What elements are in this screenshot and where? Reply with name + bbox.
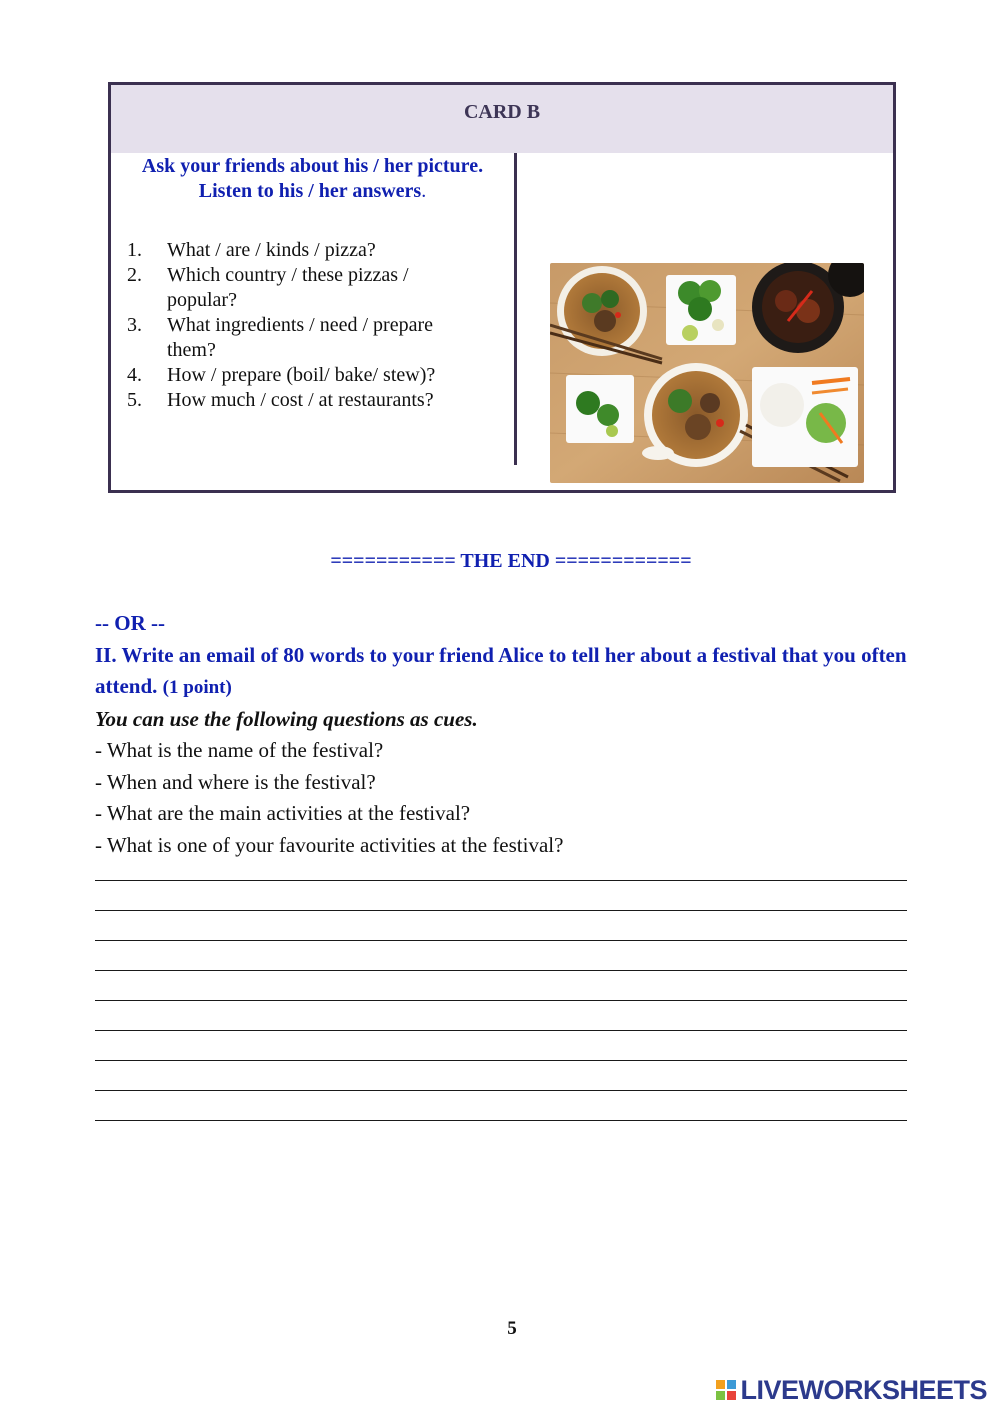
card-instructions (111, 154, 514, 204)
question-text: Which country / these pizzas / popular? (167, 264, 409, 311)
answer-line[interactable] (95, 1090, 907, 1120)
liveworksheets-logo (715, 1374, 987, 1406)
page-number: 5 (507, 1318, 517, 1339)
answer-line[interactable] (95, 970, 907, 1000)
list-item (127, 363, 514, 388)
food-photo-illustration (550, 263, 864, 483)
task-text: II. Write an email of 80 words to your friend Alice to tell her about a festival that you often attend. (95, 642, 907, 698)
cue-item: - What are the main activities at the festival? (95, 801, 471, 825)
card-title: CARD B (111, 85, 893, 153)
the-end-divider: =========== THE END ============ (330, 550, 692, 572)
card-instruction-line-1: Ask your friends about his / her picture. (141, 155, 484, 177)
cue-item: - What is one of your favourite activities at the festival? (95, 832, 564, 857)
writing-task-prompt (95, 640, 915, 704)
list-item (127, 313, 514, 363)
answer-line[interactable] (95, 940, 907, 970)
answer-line[interactable] (95, 880, 907, 910)
brand-name: LIVEWORKSHEETS (740, 1374, 987, 1405)
writing-task-section (95, 608, 915, 861)
question-text: What / are / kinds / pizza? (167, 239, 376, 261)
answer-writing-lines[interactable] (95, 880, 907, 1150)
or-separator: -- OR -- (95, 611, 165, 635)
question-text: How much / cost / at restaurants? (167, 389, 434, 411)
question-number: 5. (127, 389, 142, 411)
task-points: (1 point) (162, 677, 232, 698)
answer-line[interactable] (95, 1030, 907, 1060)
list-item (127, 388, 514, 413)
answer-line[interactable] (95, 1000, 907, 1030)
answer-line[interactable] (95, 1120, 907, 1150)
question-number: 4. (127, 364, 142, 386)
question-text: How / prepare (boil/ bake/ stew)? (167, 364, 436, 386)
cue-heading: You can use the following questions as cues. (95, 706, 478, 731)
card-b (108, 82, 896, 493)
answer-line[interactable] (95, 1060, 907, 1090)
cue-item: - What is the name of the festival? (95, 738, 384, 762)
answer-line[interactable] (95, 910, 907, 940)
question-list (111, 238, 514, 413)
food-photo (550, 263, 864, 483)
question-number: 2. (127, 264, 142, 286)
question-text: What ingredients / need / prepare them? (167, 314, 433, 361)
question-number: 1. (127, 239, 142, 261)
list-item (127, 238, 514, 263)
liveworksheets-logo-icon (715, 1379, 737, 1401)
card-instruction-period: . (421, 180, 427, 202)
cue-item: - When and where is the festival? (95, 769, 376, 794)
card-instruction-line-2: Listen to his / her answers (198, 180, 422, 202)
question-number: 3. (127, 314, 142, 336)
list-item (127, 263, 514, 313)
card-questions-panel (111, 153, 517, 465)
